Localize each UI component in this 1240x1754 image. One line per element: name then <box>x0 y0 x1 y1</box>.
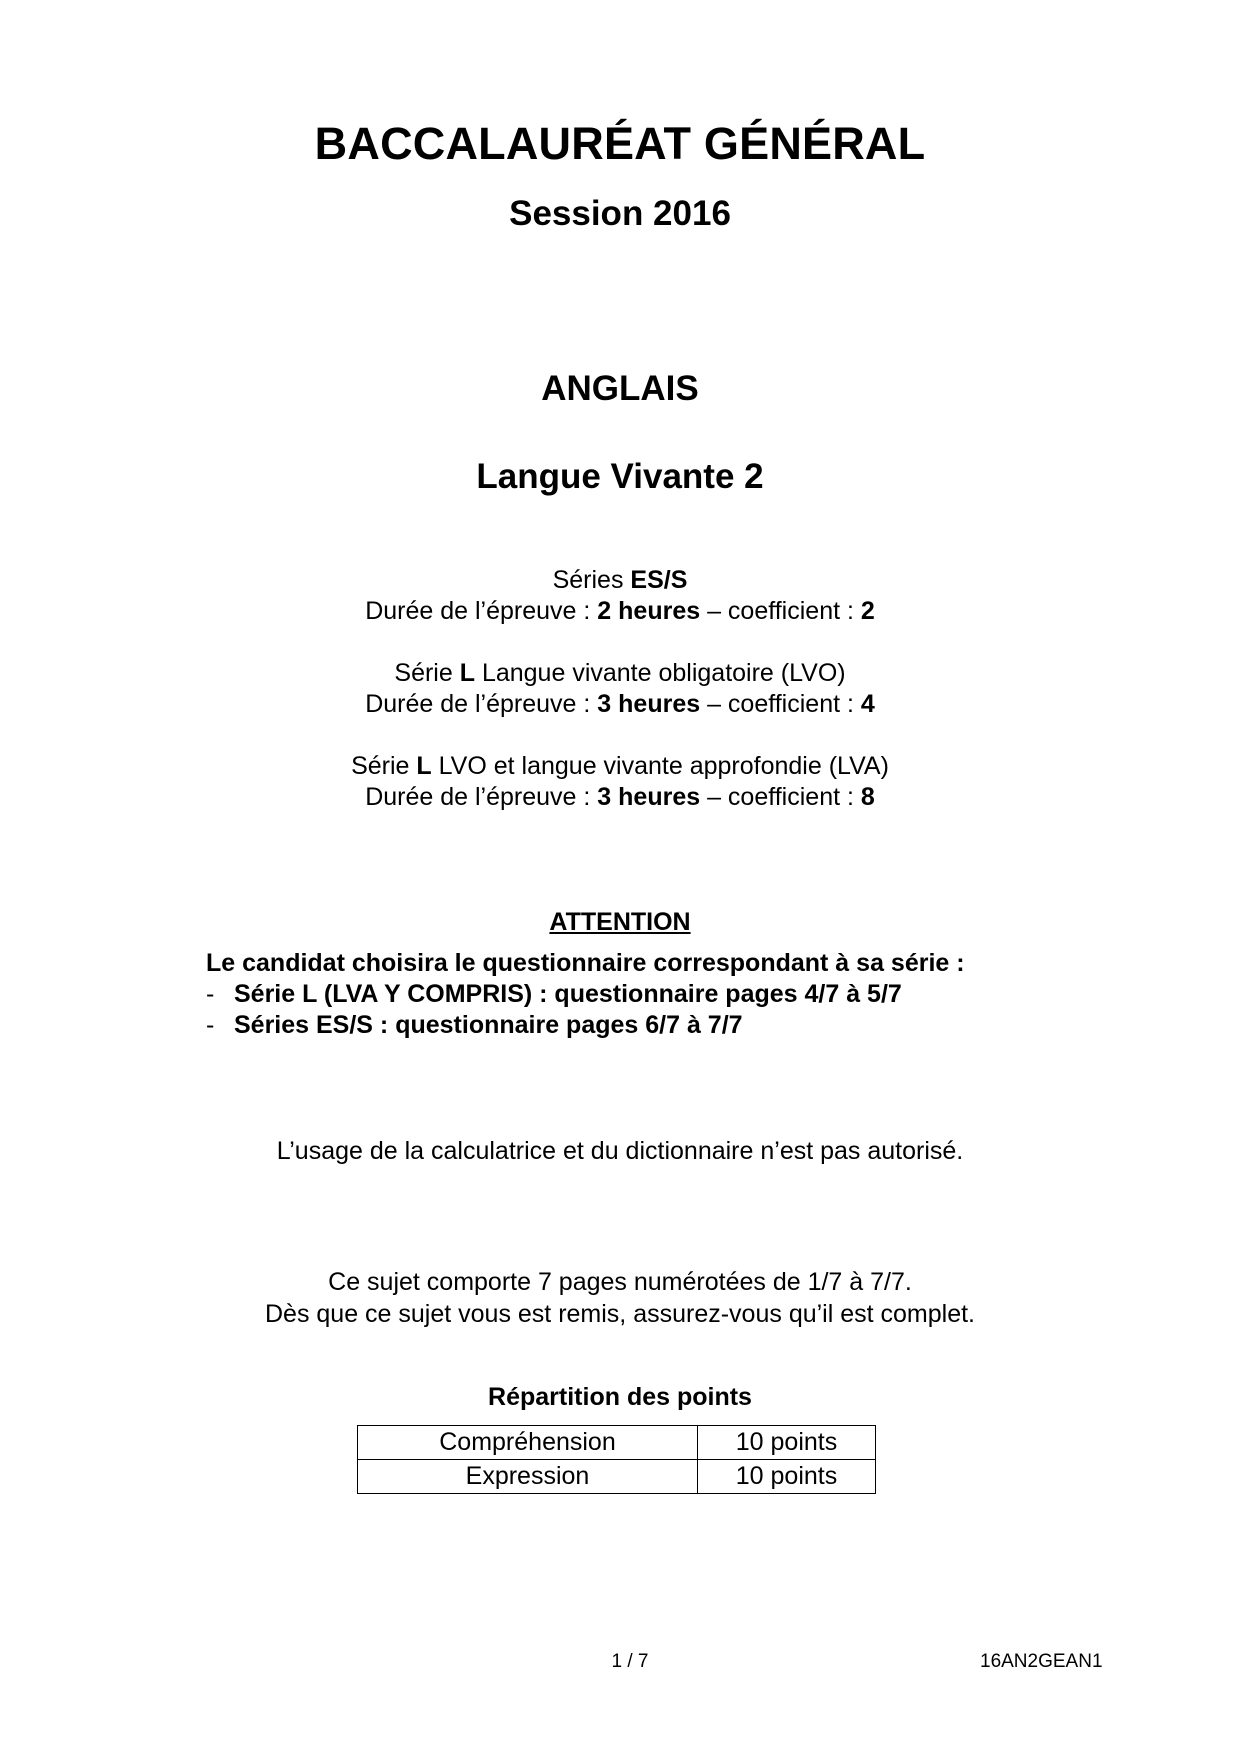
list-item <box>206 1010 1046 1041</box>
points-label: Expression <box>358 1460 698 1494</box>
series-line: Série L LVO et langue vivante approfondie (LVA) <box>351 752 889 780</box>
table-row <box>358 1426 876 1460</box>
session-label: Session 2016 <box>509 194 731 233</box>
points-table <box>357 1425 876 1494</box>
series-block-l-lvo <box>0 658 1240 720</box>
list-item <box>206 979 1046 1010</box>
attention-instructions <box>206 948 1046 1041</box>
subject-level: Langue Vivante 2 <box>476 457 764 496</box>
option-text: Séries ES/S : questionnaire pages 6/7 à 7/7 <box>234 1011 743 1039</box>
bullet-dash: - <box>206 1011 215 1039</box>
exam-title: BACCALAURÉAT GÉNÉRAL <box>314 118 926 169</box>
points-label: Compréhension <box>358 1426 698 1460</box>
bullet-dash: - <box>206 980 215 1008</box>
page-number: 1 / 7 <box>611 1651 649 1672</box>
subject-name: ANGLAIS <box>541 369 699 408</box>
option-text: Série L (LVA Y COMPRIS) : questionnaire pages 4/7 à 5/7 <box>234 980 902 1008</box>
duration-line: Durée de l’épreuve : 2 heures – coefficient : 2 <box>365 597 875 625</box>
attention-heading: ATTENTION <box>549 908 691 936</box>
series-line: Séries ES/S <box>552 566 688 594</box>
pages-note-line2: Dès que ce sujet vous est remis, assurez-vous qu’il est complet. <box>264 1300 976 1328</box>
table-row <box>358 1460 876 1494</box>
pages-note <box>0 1266 1240 1330</box>
series-block-l-lva <box>0 751 1240 813</box>
points-value: 10 points <box>698 1426 876 1460</box>
document-code: 16AN2GEAN1 <box>980 1651 1103 1672</box>
points-value: 10 points <box>698 1460 876 1494</box>
points-title: Répartition des points <box>488 1383 752 1411</box>
duration-line: Durée de l’épreuve : 3 heures – coefficient : 8 <box>365 783 875 811</box>
series-block-es-s <box>0 565 1240 627</box>
pages-note-line1: Ce sujet comporte 7 pages numérotées de 1/7 à 7/7. <box>328 1268 912 1296</box>
attention-lead: Le candidat choisira le questionnaire correspondant à sa série : <box>206 949 965 977</box>
duration-line: Durée de l’épreuve : 3 heures – coefficient : 4 <box>365 690 875 718</box>
series-line: Série L Langue vivante obligatoire (LVO) <box>394 659 846 687</box>
calculator-note: L’usage de la calculatrice et du dictionnaire n’est pas autorisé. <box>276 1137 964 1165</box>
